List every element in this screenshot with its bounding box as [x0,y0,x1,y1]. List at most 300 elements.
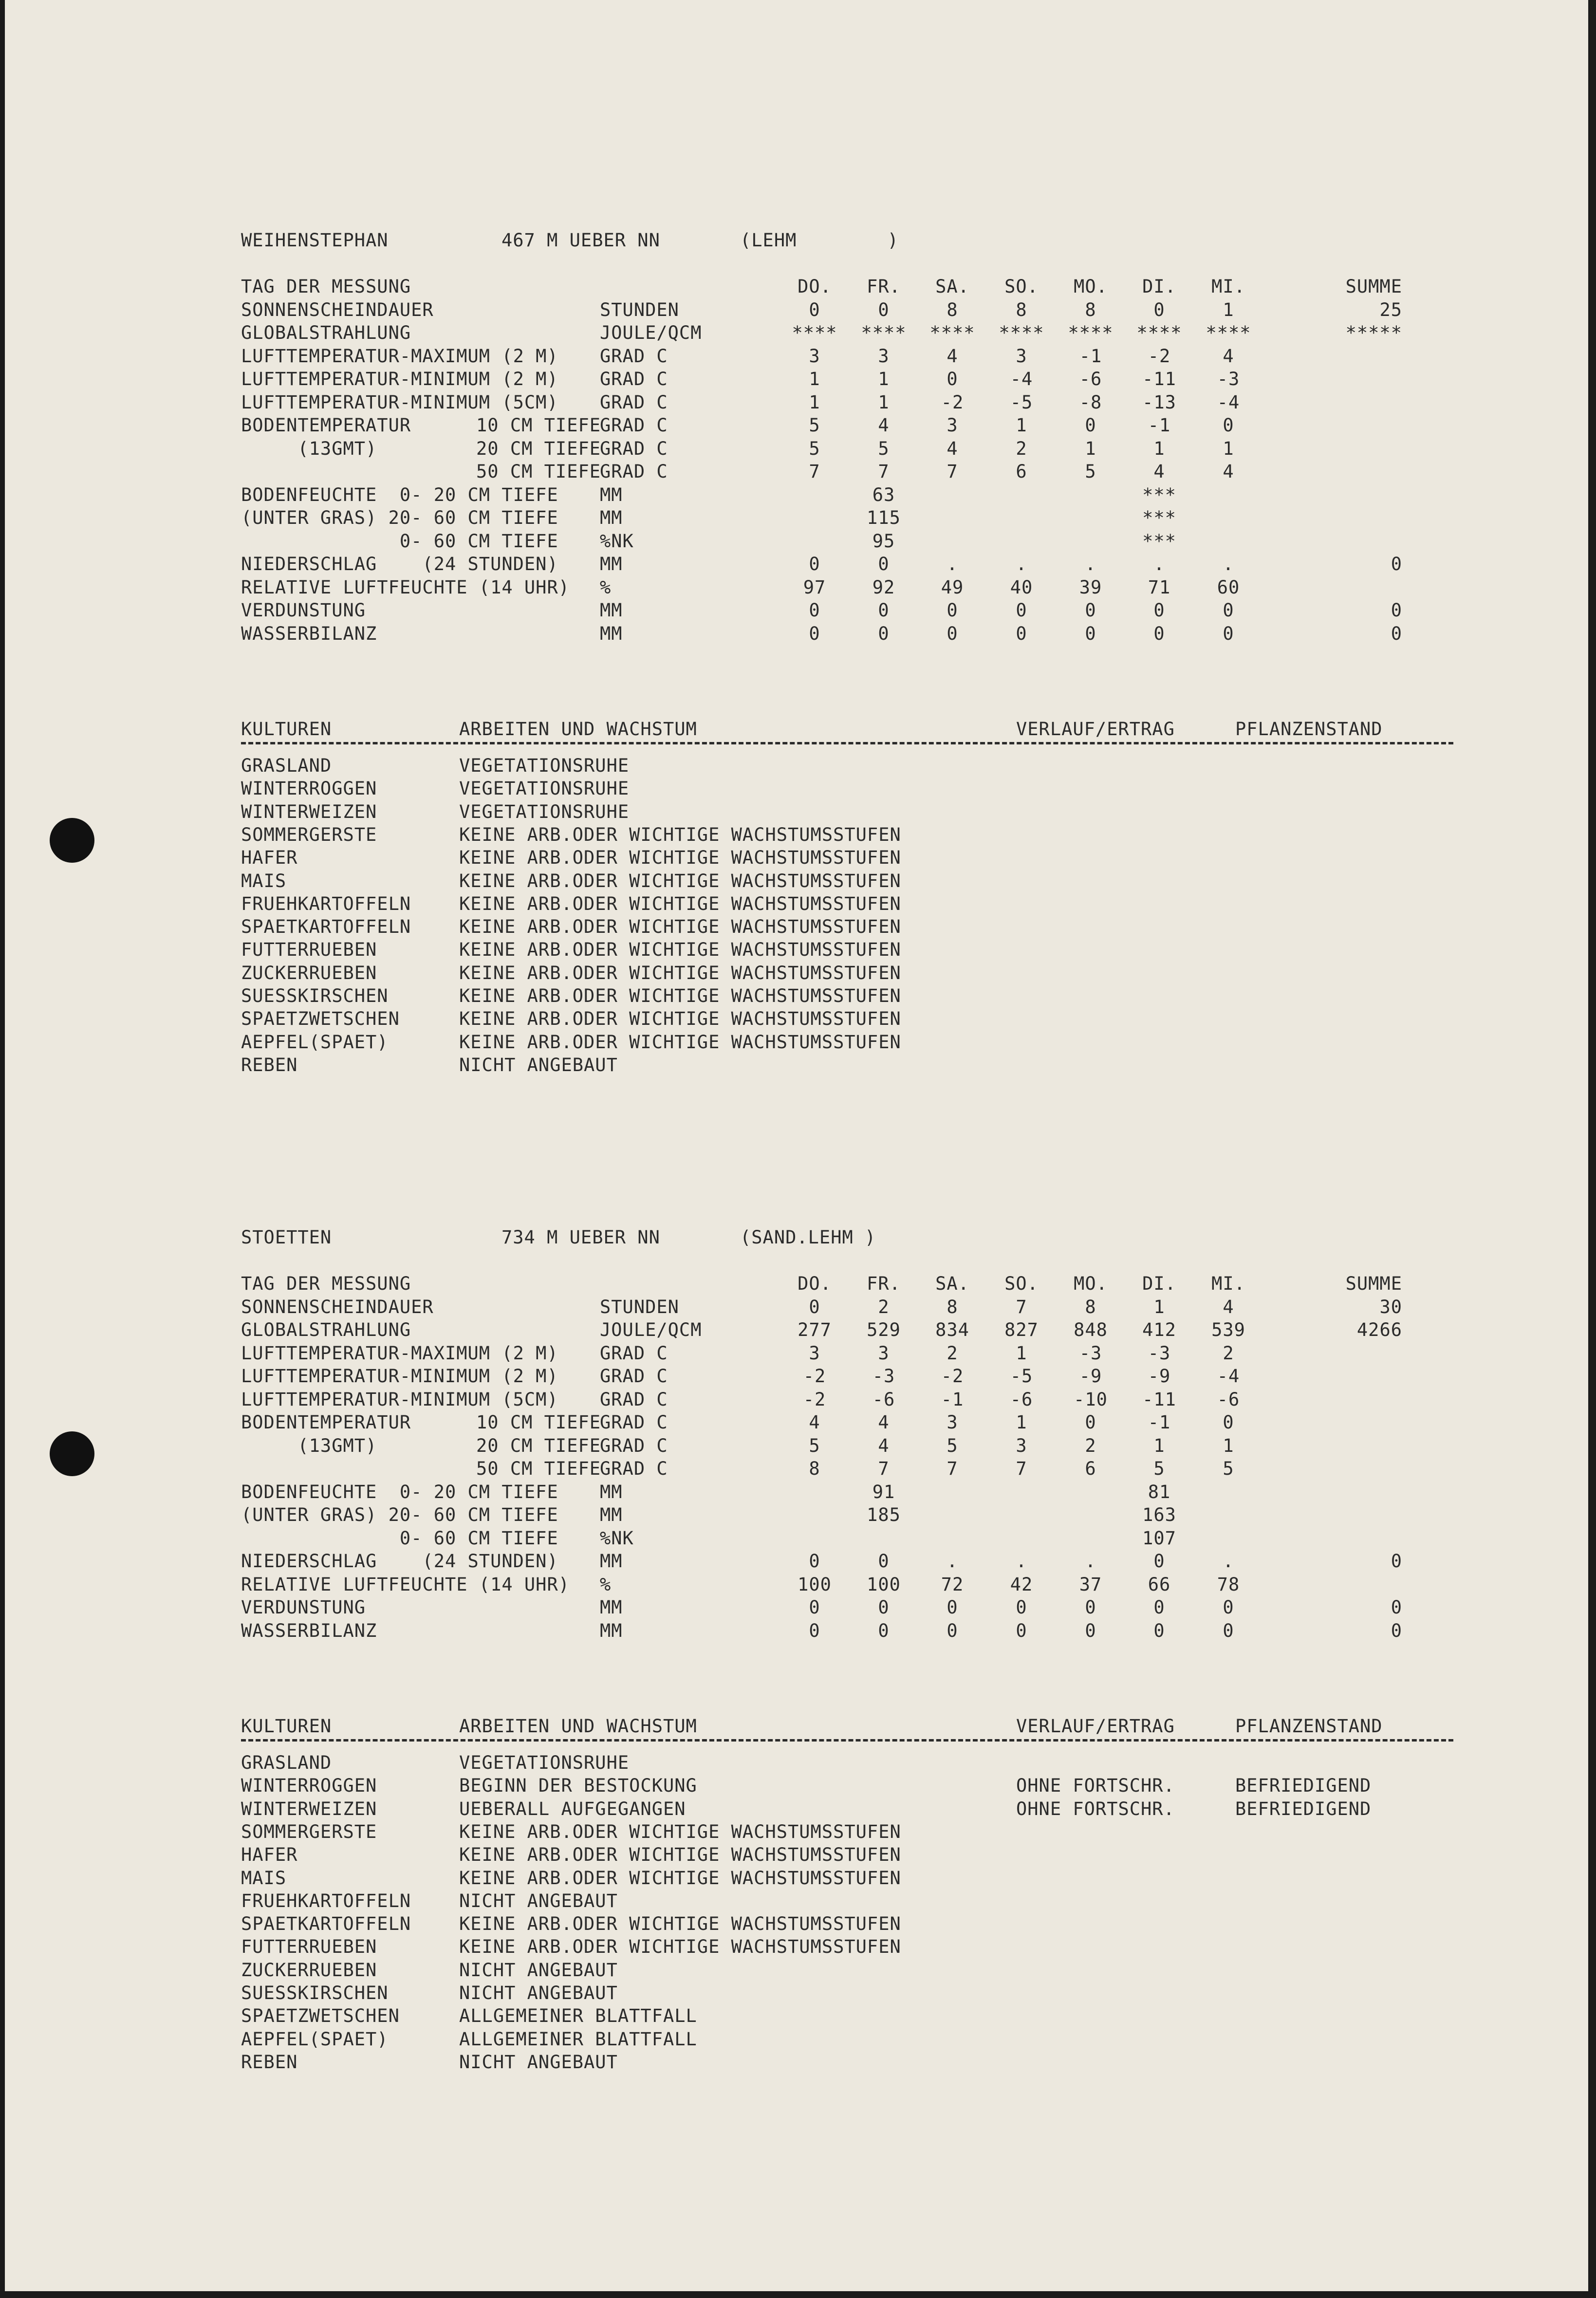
measurement-value: 163 [1142,1504,1176,1525]
measurement-value: 6 [1016,461,1027,482]
measurement-value: 1 [809,369,820,389]
measurement-sum: 0 [1391,554,1402,574]
measurement-value: 0 [1153,299,1165,320]
measurement-row [0,1619,1596,1643]
measurement-sum: 0 [1391,623,1402,644]
crop-row [0,1843,1596,1867]
crop-work: VEGETATIONSRUHE [459,801,630,822]
crop-name: REBEN [241,1054,298,1075]
measurement-sum: 0 [1391,600,1402,621]
measurement-sum: 30 [1379,1296,1402,1317]
crop-work: KEINE ARB.ODER WICHTIGE WACHSTUMSSTUFEN [459,824,901,845]
measurement-label: TAG DER MESSUNG [241,276,411,297]
measurement-value: 4 [946,345,958,367]
crop-work: BEGINN DER BESTOCKUNG [459,1775,697,1797]
measurement-value: 8 [809,1458,820,1479]
crop-name: AEPFEL(SPAET) [241,1031,389,1053]
measurement-value: 8 [946,1296,958,1317]
sum-column-header: SUMME [1345,1273,1402,1294]
measurement-sum: 0 [1391,1551,1402,1572]
day-column-header: SA. [935,276,969,297]
measurement-label: LUFTTEMPERATUR-MINIMUM (5CM) [241,391,558,413]
crop-work: KEINE ARB.ODER WICHTIGE WACHSTUMSSTUFEN [459,962,901,983]
measurement-unit: GRAD C [600,415,668,436]
crop-row [0,2051,1596,2074]
measurement-unit: MM [600,1551,623,1572]
measurement-value: **** [861,322,907,343]
measurement-value: *** [1142,530,1176,552]
measurement-value: 37 [1079,1574,1102,1595]
measurement-value: 3 [878,1342,890,1364]
crop-header-verlauf: VERLAUF/ERTRAG [1016,1716,1175,1737]
measurement-row [0,1550,1596,1573]
measurement-value: 3 [946,415,958,436]
measurement-value: -5 [1010,391,1033,413]
crop-stand: BEFRIEDIGEND [1235,1775,1372,1797]
measurement-value: 8 [1085,1296,1096,1317]
dashed-divider [241,1739,1453,1742]
measurement-value: -11 [1142,369,1176,389]
measurement-value: 1 [1016,1412,1027,1433]
measurement-value: 60 [1217,576,1240,598]
measurement-value: 4 [1223,1296,1234,1317]
measurement-label: WASSERBILANZ [241,623,377,644]
measurement-unit: GRAD C [600,1458,668,1479]
measurement-value: 2 [1223,1342,1234,1364]
measurement-depth: 20 CM TIEFE [476,438,601,459]
measurement-row [0,437,1596,461]
measurement-value: 0 [1223,1620,1234,1641]
measurement-value: -4 [1217,1366,1240,1387]
measurement-unit: GRAD C [600,1412,668,1433]
measurement-value: 49 [941,576,964,598]
measurement-value: 3 [946,1412,958,1433]
measurement-value: 185 [867,1504,901,1525]
measurement-value: 5 [809,1435,820,1456]
crop-name: WINTERROGGEN [241,778,377,799]
crop-work: KEINE ARB.ODER WICHTIGE WACHSTUMSSTUFEN [459,939,901,961]
crop-row [0,938,1596,962]
crop-work: KEINE ARB.ODER WICHTIGE WACHSTUMSSTUFEN [459,893,901,914]
measurement-value: 7 [946,461,958,482]
measurement-value: 0 [1085,1620,1096,1641]
measurement-value: . [1085,1551,1096,1572]
measurement-row [0,345,1596,368]
crop-name: WINTERWEIZEN [241,801,377,822]
measurement-label: (UNTER GRAS) 20- 60 CM TIEFE [241,507,558,528]
crop-row [0,984,1596,1008]
measurement-value: 0 [946,1620,958,1641]
measurement-unit: MM [600,554,623,574]
measurement-value: 0 [1153,1620,1165,1641]
measurement-value: 0 [946,369,958,389]
measurement-unit: GRAD C [600,369,668,389]
measurement-value: 848 [1074,1319,1108,1340]
measurement-value: . [1223,554,1234,574]
crop-work: NICHT ANGEBAUT [459,1983,618,2003]
measurement-row [0,368,1596,391]
measurement-row [0,1365,1596,1388]
measurement-value: 8 [1016,299,1027,320]
measurement-value: . [946,554,958,574]
crop-table-header [0,718,1596,741]
measurement-sum: 0 [1391,1597,1402,1618]
measurement-row [0,460,1596,483]
measurement-value: 0 [809,554,820,574]
measurement-value: 834 [935,1319,969,1340]
crop-row [0,2004,1596,2028]
measurement-value: 5 [946,1435,958,1456]
measurement-depth: 10 CM TIEFE [476,1412,601,1433]
crop-name: GRASLAND [241,1752,332,1773]
crop-row [0,823,1596,847]
crop-row [0,1820,1596,1844]
measurement-unit: MM [600,600,623,621]
measurement-row [0,483,1596,507]
measurement-label: GLOBALSTRAHLUNG [241,322,411,343]
measurement-value: 0 [1223,623,1234,644]
measurement-value: -2 [1148,345,1171,367]
measurement-label: LUFTTEMPERATUR-MINIMUM (5CM) [241,1389,558,1410]
measurement-label: BODENTEMPERATUR [241,1412,411,1433]
measurement-label: WASSERBILANZ [241,1620,377,1641]
measurement-value: 5 [809,438,820,459]
measurement-value: 5 [1153,1458,1165,1479]
crop-name: MAIS [241,1867,287,1889]
station-name: WEIHENSTEPHAN [241,230,389,251]
measurement-label: LUFTTEMPERATUR-MINIMUM (2 M) [241,1366,558,1387]
crop-work: KEINE ARB.ODER WICHTIGE WACHSTUMSSTUFEN [459,847,901,869]
measurement-label: LUFTTEMPERATUR-MINIMUM (2 M) [241,369,558,389]
crop-row [0,754,1596,778]
measurement-value: 0 [1223,415,1234,436]
measurement-value: 7 [878,1458,890,1479]
measurement-value: -2 [941,1366,964,1387]
crop-header-stand: PFLANZENSTAND [1235,719,1383,740]
measurement-value: 4 [1153,461,1165,482]
measurement-value: 1 [1223,1435,1234,1456]
measurement-value: 0 [878,1620,890,1641]
measurement-unit: %NK [600,530,634,552]
measurement-row [0,1481,1596,1504]
crop-row [0,1798,1596,1821]
measurement-sum: 25 [1379,299,1402,320]
measurement-value: -9 [1079,1366,1102,1387]
measurement-value: 4 [946,438,958,459]
measurement-row [0,1457,1596,1481]
measurement-row [0,1342,1596,1365]
measurement-value: 7 [878,461,890,482]
measurement-value: 3 [1016,345,1027,367]
measurement-value: 0 [878,600,890,621]
measurement-row [0,622,1596,646]
measurement-label: BODENFEUCHTE 0- 20 CM TIEFE [241,1481,558,1502]
measurement-value: -3 [1148,1342,1171,1364]
measurement-value: 3 [809,1342,820,1364]
measurement-value: 0 [1223,600,1234,621]
measurement-value: -3 [1079,1342,1102,1364]
crop-row [0,1912,1596,1936]
crop-header-kulturen: KULTUREN [241,1716,332,1737]
crop-name: SUESSKIRSCHEN [241,985,389,1006]
crop-name: SOMMERGERSTE [241,1821,377,1842]
measurement-value: 1 [878,369,890,389]
measurement-value: 0 [946,623,958,644]
crop-verlauf: OHNE FORTSCHR. [1016,1775,1175,1797]
measurement-value: . [1223,1551,1234,1572]
measurement-value: 0 [1016,623,1027,644]
crop-name: GRASLAND [241,755,332,776]
measurement-row [0,576,1596,599]
measurement-value: *** [1142,507,1176,528]
measurement-value: 4 [1223,461,1234,482]
measurement-row [0,321,1596,345]
measurement-value: 4 [878,1412,890,1433]
measurement-value: -1 [1148,1412,1171,1433]
measurement-value: -11 [1142,1389,1176,1410]
measurement-value: 0 [1153,1551,1165,1572]
measurement-value: 81 [1148,1481,1171,1502]
measurement-unit: GRAD C [600,461,668,482]
measurement-row [0,1272,1596,1296]
crop-work: KEINE ARB.ODER WICHTIGE WACHSTUMSSTUFEN [459,1844,901,1866]
measurement-value: 1 [1153,438,1165,459]
measurement-value: 529 [867,1319,901,1340]
measurement-value: -1 [1079,345,1102,367]
crop-header-kulturen: KULTUREN [241,719,332,740]
measurement-value: 0 [1223,1412,1234,1433]
measurement-row [0,1503,1596,1527]
station-altitude: 467 M UEBER NN [501,230,660,251]
measurement-value: 8 [1085,299,1096,320]
measurement-value: . [946,1551,958,1572]
crop-work: ALLGEMEINER BLATTFALL [459,2028,697,2050]
crop-row [0,2028,1596,2051]
measurement-value: 40 [1010,576,1033,598]
crop-row [0,1774,1596,1798]
measurement-value: 412 [1142,1319,1176,1340]
measurement-value: 2 [1085,1435,1096,1456]
measurement-value: 0 [1085,600,1096,621]
measurement-value: 8 [946,299,958,320]
measurement-unit: % [600,576,612,598]
measurement-unit: %NK [600,1527,634,1549]
measurement-value: 3 [878,345,890,367]
measurement-value: 100 [867,1574,901,1595]
measurement-value: 0 [1085,1412,1096,1433]
measurement-value: 4 [809,1412,820,1433]
measurement-sum: 4266 [1356,1319,1402,1340]
measurement-value: -1 [941,1389,964,1410]
measurement-depth: 50 CM TIEFE [476,1458,601,1479]
crop-row [0,1982,1596,2005]
crop-work: VEGETATIONSRUHE [459,755,630,776]
measurement-label: 0- 60 CM TIEFE [241,1527,558,1549]
crop-name: SOMMERGERSTE [241,824,377,845]
station-header [0,1226,1596,1249]
measurement-value: 0 [1085,415,1096,436]
measurement-unit: MM [600,1504,623,1525]
measurement-value: 827 [1004,1319,1039,1340]
day-column-header: MI. [1211,276,1245,297]
measurement-unit: MM [600,1620,623,1641]
measurement-value: -6 [1217,1389,1240,1410]
measurement-value: 63 [872,484,895,505]
measurement-label: 0- 60 CM TIEFE [241,530,558,552]
measurement-value: 6 [1085,1458,1096,1479]
dashed-divider [241,742,1453,744]
measurement-label: LUFTTEMPERATUR-MAXIMUM (2 M) [241,1342,558,1364]
crop-work: KEINE ARB.ODER WICHTIGE WACHSTUMSSTUFEN [459,1821,901,1842]
crop-header-stand: PFLANZENSTAND [1235,1716,1383,1737]
crop-row [0,962,1596,985]
measurement-value: -2 [941,391,964,413]
station-soil: (SAND.LEHM ) [740,1227,876,1248]
crop-row [0,1007,1596,1031]
measurement-value: 107 [1142,1527,1176,1549]
day-column-header: SO. [1004,276,1039,297]
measurement-value: 0 [809,1296,820,1317]
measurement-row [0,1434,1596,1458]
measurement-unit: GRAD C [600,1389,668,1410]
crop-row [0,1031,1596,1054]
measurement-value: 97 [803,576,826,598]
measurement-row [0,506,1596,530]
measurement-value: 78 [1217,1574,1240,1595]
day-column-header: FR. [867,276,901,297]
crop-name: SUESSKIRSCHEN [241,1983,389,2003]
crop-name: AEPFEL(SPAET) [241,2028,389,2050]
crop-row [0,800,1596,824]
measurement-value: **** [792,322,837,343]
crop-name: REBEN [241,2051,298,2073]
crop-row [0,1890,1596,1913]
measurement-unit: MM [600,623,623,644]
crop-name: HAFER [241,1844,298,1866]
measurement-value: 0 [809,1551,820,1572]
crop-name: SPAETKARTOFFELN [241,1913,411,1935]
measurement-value: 115 [867,507,901,528]
crop-name: HAFER [241,847,298,869]
measurement-value: 2 [878,1296,890,1317]
measurement-value: 1 [1016,1342,1027,1364]
measurement-unit: GRAD C [600,1366,668,1387]
crop-name: FRUEHKARTOFFELN [241,893,411,914]
crop-work: KEINE ARB.ODER WICHTIGE WACHSTUMSSTUFEN [459,1913,901,1935]
measurement-value: -3 [1217,369,1240,389]
measurement-row [0,530,1596,553]
measurement-value: 4 [878,415,890,436]
crop-work: KEINE ARB.ODER WICHTIGE WACHSTUMSSTUFEN [459,1031,901,1053]
crop-header-verlauf: VERLAUF/ERTRAG [1016,719,1175,740]
crop-row [0,892,1596,916]
day-column-header: DI. [1142,276,1176,297]
measurement-value: -13 [1142,391,1176,413]
measurement-unit: STUNDEN [600,299,679,320]
measurement-row [0,298,1596,322]
measurement-value: -1 [1148,415,1171,436]
day-column-header: FR. [867,1273,901,1294]
measurement-row [0,1411,1596,1434]
measurement-value: 3 [1016,1435,1027,1456]
measurement-value: -3 [872,1366,895,1387]
crop-name: WINTERWEIZEN [241,1798,377,1819]
crop-row [0,1054,1596,1077]
crop-name: ZUCKERRUEBEN [241,962,377,983]
measurement-value: 42 [1010,1574,1033,1595]
measurement-value: 1 [1016,415,1027,436]
crop-name: FRUEHKARTOFFELN [241,1890,411,1911]
measurement-unit: GRAD C [600,1342,668,1364]
station-header [0,229,1596,252]
day-column-header: MO. [1074,1273,1108,1294]
measurement-row [0,275,1596,298]
crop-work: KEINE ARB.ODER WICHTIGE WACHSTUMSSTUFEN [459,1867,901,1889]
measurement-unit: JOULE/QCM [600,1319,702,1340]
measurement-row [0,1596,1596,1619]
crop-name: FUTTERRUEBEN [241,1936,377,1958]
measurement-label: GLOBALSTRAHLUNG [241,1319,411,1340]
measurement-value: 5 [1223,1458,1234,1479]
crop-verlauf: OHNE FORTSCHR. [1016,1798,1175,1819]
measurement-label: VERDUNSTUNG [241,1597,366,1618]
day-column-header: SA. [935,1273,969,1294]
crop-work: NICHT ANGEBAUT [459,1054,618,1075]
measurement-value: 0 [1085,1597,1096,1618]
measurement-label: VERDUNSTUNG [241,600,366,621]
day-column-header: DI. [1142,1273,1176,1294]
measurement-value: 0 [878,623,890,644]
crop-work: VEGETATIONSRUHE [459,778,630,799]
measurement-value: 2 [1016,438,1027,459]
measurement-value: 0 [809,1620,820,1641]
measurement-value: 7 [946,1458,958,1479]
measurement-value: 1 [1153,1296,1165,1317]
measurement-value: . [1016,554,1027,574]
measurement-value: *** [1142,484,1176,505]
measurement-value: 1 [1223,438,1234,459]
crop-work: KEINE ARB.ODER WICHTIGE WACHSTUMSSTUFEN [459,870,901,891]
measurement-label: BODENFEUCHTE 0- 20 CM TIEFE [241,484,558,505]
measurement-value: 1 [1223,299,1234,320]
measurement-value: . [1153,554,1165,574]
measurement-value: -4 [1010,369,1033,389]
measurement-value: 4 [878,1435,890,1456]
measurement-row [0,599,1596,622]
measurement-unit: MM [600,484,623,505]
sum-column-header: SUMME [1345,276,1402,297]
measurement-unit: GRAD C [600,1435,668,1456]
measurement-value: . [1085,554,1096,574]
crop-work: VEGETATIONSRUHE [459,1752,630,1773]
measurement-value: 100 [798,1574,832,1595]
measurement-value: 539 [1211,1319,1245,1340]
measurement-value: 0 [1153,600,1165,621]
crop-work: NICHT ANGEBAUT [459,1959,618,1981]
station-name: STOETTEN [241,1227,332,1248]
measurement-value: -2 [803,1366,826,1387]
crop-name: FUTTERRUEBEN [241,939,377,961]
measurement-label: NIEDERSCHLAG (24 STUNDEN) [241,554,558,574]
measurement-unit: % [600,1574,612,1595]
crop-work: KEINE ARB.ODER WICHTIGE WACHSTUMSSTUFEN [459,916,901,938]
measurement-sum: 0 [1391,1620,1402,1641]
measurement-label: (UNTER GRAS) 20- 60 CM TIEFE [241,1504,558,1525]
measurement-unit: GRAD C [600,391,668,413]
measurement-value: 0 [878,1551,890,1572]
crop-stand: BEFRIEDIGEND [1235,1798,1372,1819]
measurement-value: 1 [809,391,820,413]
